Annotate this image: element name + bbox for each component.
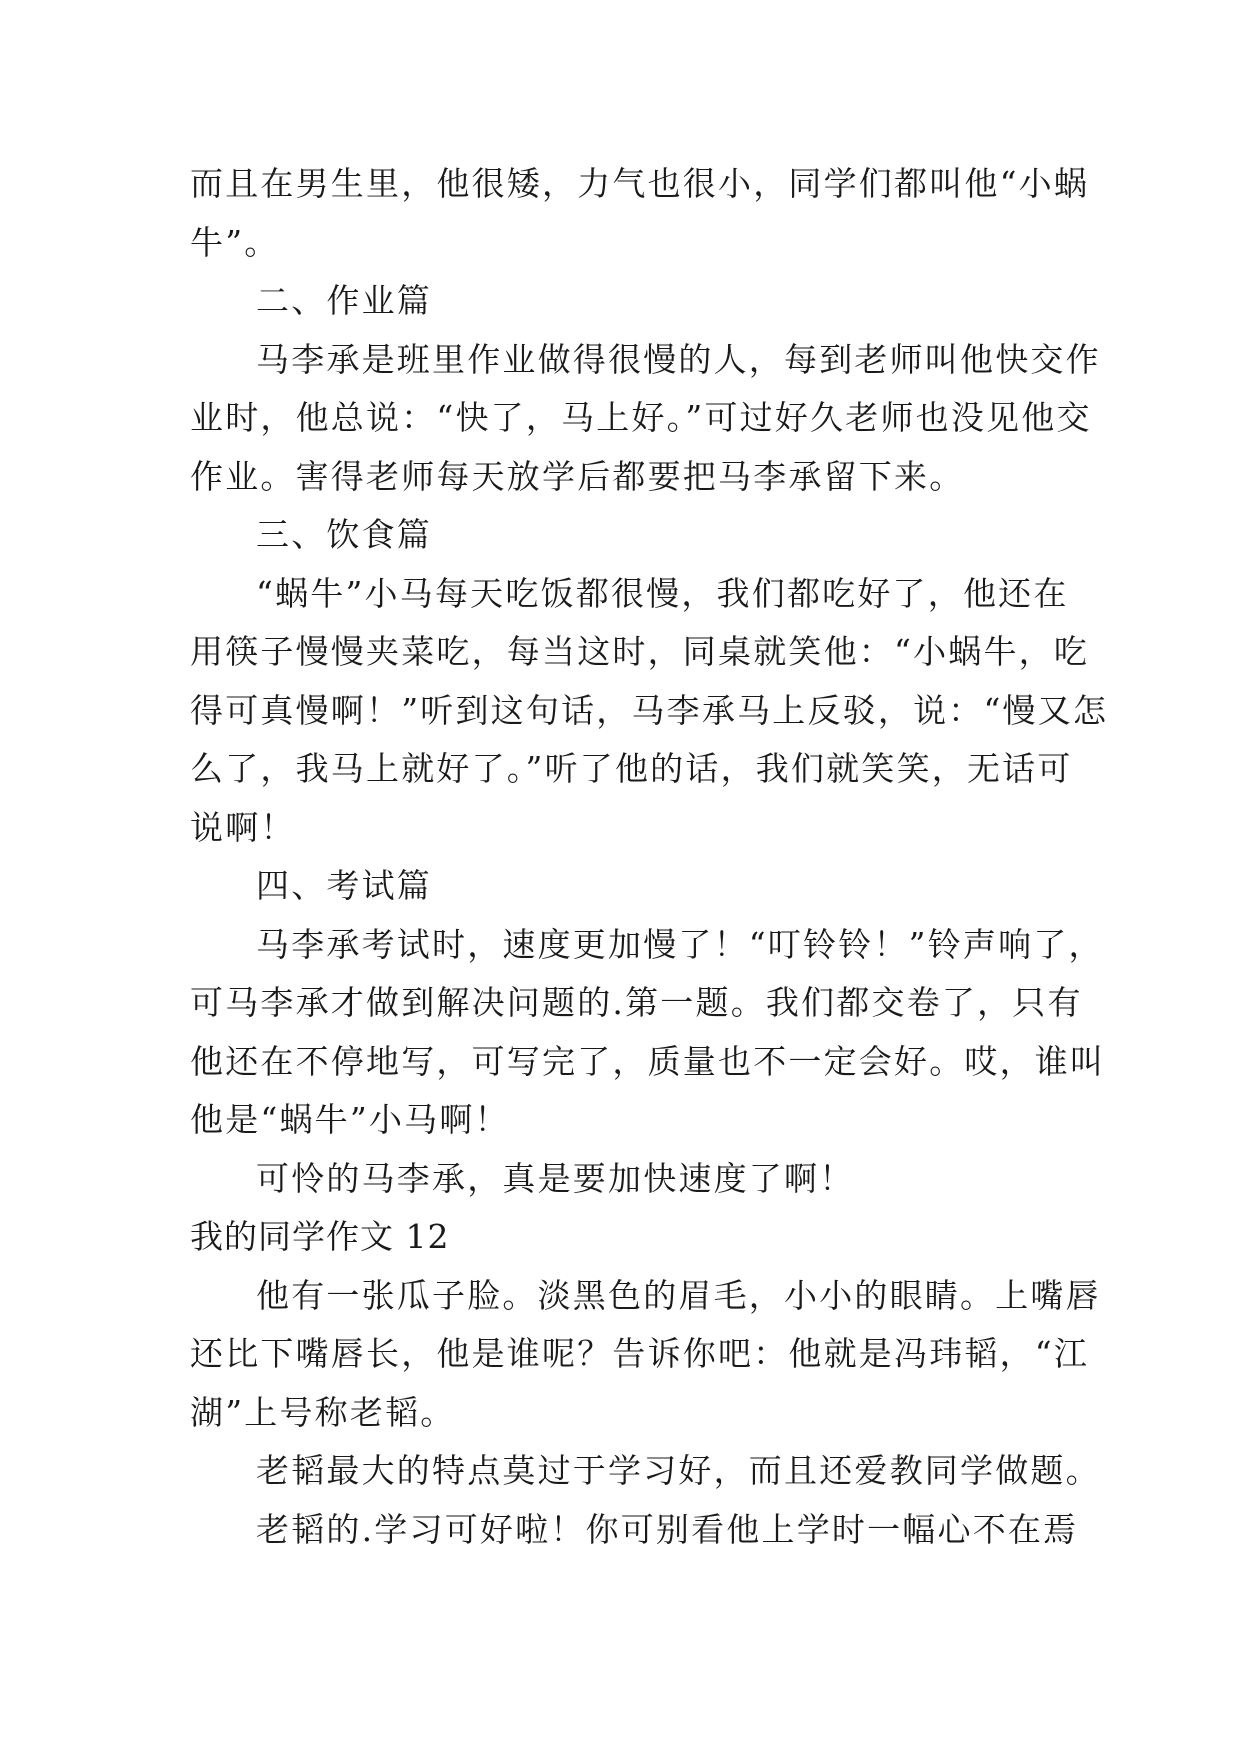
paragraph-line: 可怜的马李承，真是要加快速度了啊！ [256, 1158, 855, 1198]
section-heading: 二、作业篇 [256, 281, 432, 320]
paragraph-line: 他是“蜗牛”小马啊！ [190, 1100, 510, 1139]
section-heading: 三、饮食篇 [256, 515, 432, 554]
paragraph-line: 牛”。 [190, 222, 280, 262]
paragraph-line: 老韬最大的特点莫过于学习好，而且还爱教同学做题。 [256, 1451, 1101, 1490]
paragraph-line: 可马李承才做到解决问题的.第一题。我们都交卷了，只有 [190, 983, 1083, 1022]
paragraph-line: 说啊！ [190, 807, 296, 847]
paragraph-line: 用筷子慢慢夹菜吃，每当这时，同桌就笑他：“小蜗牛，吃 [190, 632, 1090, 671]
paragraph-line: 作业。害得老师每天放学后都要把马李承留下来。 [190, 456, 965, 496]
paragraph-line: 马李承是班里作业做得很慢的人，每到老师叫他快交作 [256, 339, 1101, 379]
paragraph-line: 么了，我马上就好了。”听了他的话，我们就笑笑，无话可 [190, 749, 1073, 788]
paragraph-line: 得可真慢啊！”听到这句话，马李承马上反驳，说：“慢又怎 [190, 690, 1109, 730]
paragraph-line: 马李承考试时，速度更加慢了！“叮铃铃！”铃声响了， [256, 924, 1104, 964]
paragraph-line: 他有一张瓜子脸。淡黑色的眉毛，小小的眼睛。上嘴唇 [256, 1275, 1101, 1315]
section-heading: 四、考试篇 [256, 866, 432, 905]
paragraph-line: 还比下嘴唇长，他是谁呢？告诉你吧：他就是冯玮韬，“江 [190, 1334, 1090, 1373]
essay-text [190, 155, 1109, 1559]
paragraph-line: 他还在不停地写，可写完了，质量也不一定会好。哎，谁叫 [190, 1041, 1106, 1081]
paragraph-line: “蜗牛”小马每天吃饭都很慢，我们都吃好了，他还在 [256, 573, 1069, 613]
essay-title: 我的同学作文 12 [190, 1217, 450, 1256]
paragraph-line: 而且在男生里，他很矮，力气也很小，同学们都叫他“小蜗 [190, 164, 1090, 203]
paragraph-line: 湖”上号称老韬。 [190, 1392, 456, 1432]
paragraph-line: 老韬的.学习可好啦！你可别看他上学时一幅心不在焉 [256, 1509, 1079, 1549]
paragraph-line: 业时，他总说：“快了，马上好。”可过好久老师也没见他交 [190, 398, 1092, 437]
